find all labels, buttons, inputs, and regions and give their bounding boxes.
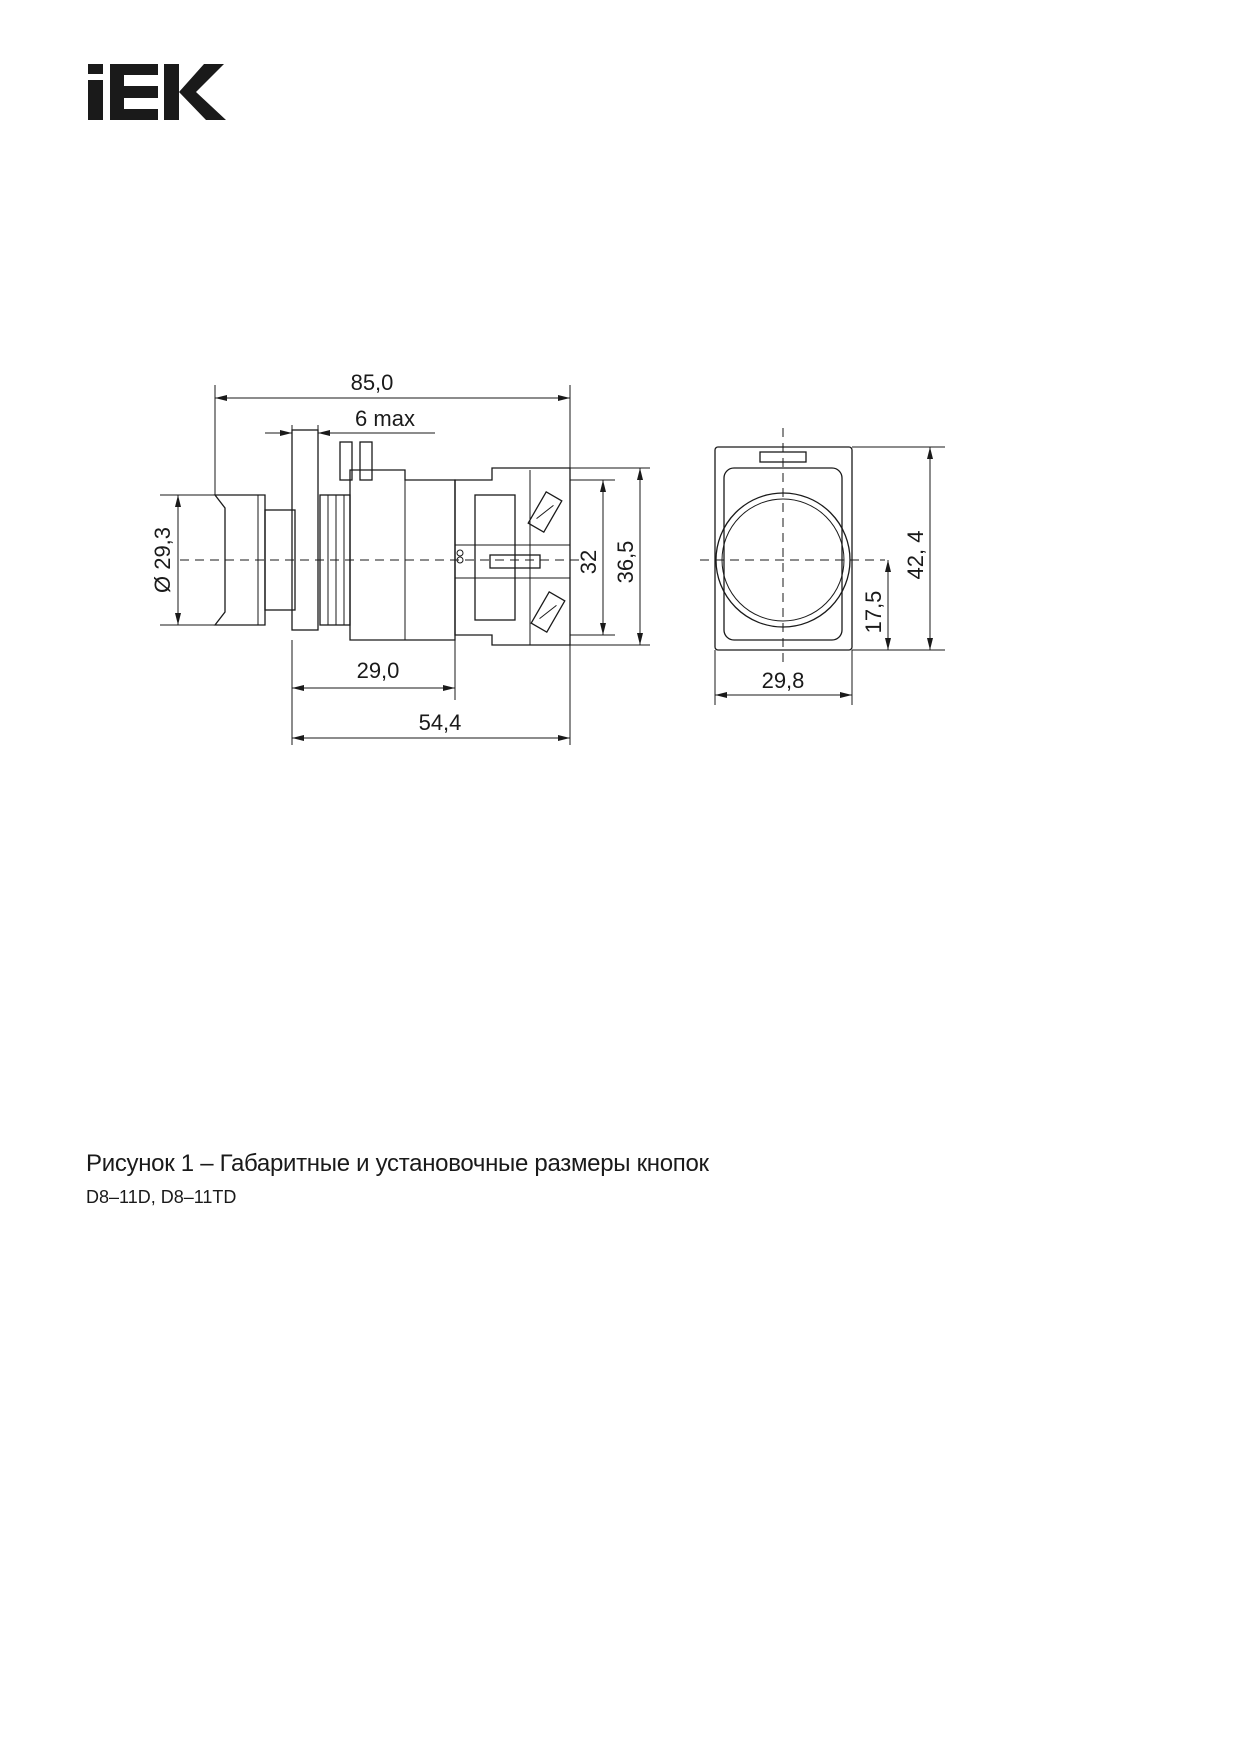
dim-front-axis-height: 17,5 [861,590,886,634]
figure-caption: Рисунок 1 – Габаритные и установочные размеры кнопок [86,1150,709,1177]
dim-body-to-block: 29,0 [356,658,400,683]
dim-block-height-inner: 32 [576,549,601,575]
dim-mount-to-end: 54,4 [418,710,462,735]
side-view [180,430,585,645]
dim-block-height-outer: 36,5 [613,540,638,584]
front-view [700,428,885,668]
dim-panel-max: 6 max [355,406,415,431]
dim-front-width: 29,8 [761,668,805,693]
dim-diameter: Ø 29,3 [150,526,175,594]
dim-front-height: 42, 4 [903,530,928,580]
figure-caption-models: D8–11D, D8–11TD [86,1187,237,1207]
dim-overall-length: 85,0 [350,370,394,395]
